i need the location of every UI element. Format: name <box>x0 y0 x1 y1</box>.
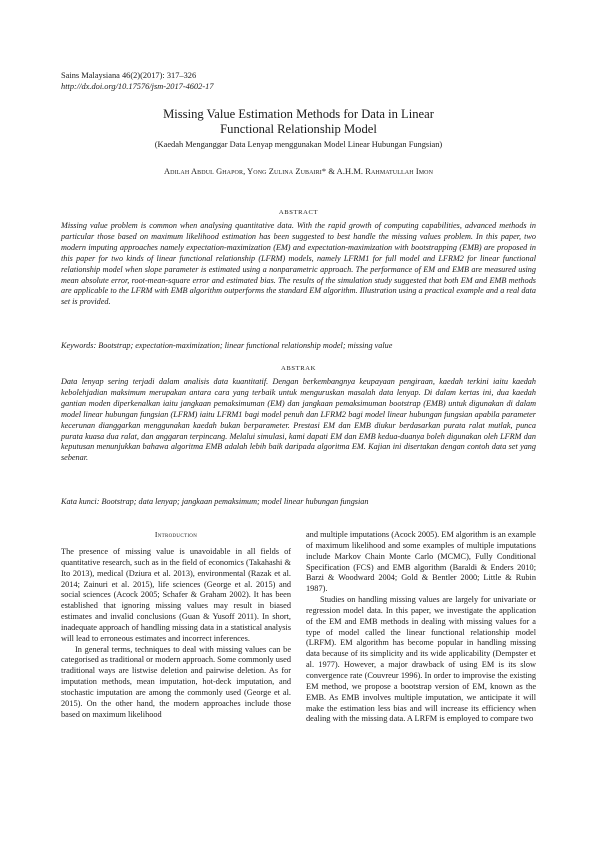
abstract-heading: ABSTRACT <box>278 209 319 216</box>
body-column-right <box>306 530 536 725</box>
title-line-2: Functional Relationship Model <box>220 122 377 136</box>
body-paragraph: In general terms, techniques to deal with missing values can be categorised as traditional or modern approach. Some commonly used traditional ways are listwise deletion and pairwise deletion. As for imputation methods, mean imputation, hot-deck imputation, and stochastic imputation are among the commonly used (George et al. 2015). On the other hand, the modern approaches include those based on maximum likelihood <box>61 644 291 719</box>
paper-subtitle: (Kaedah Menganggar Data Lenyap menggunakan Model Linear Hubungan Fungsian) <box>154 140 443 149</box>
body-column-left <box>61 530 291 721</box>
doi-link[interactable]: http://dx.doi.org/10.17576/jsm-2017-4602-17 <box>61 82 214 91</box>
body-paragraph: and multiple imputations (Acock 2005). EM algorithm is an example of maximum likelihood and some examples of multiple imputations include Markov Chain Monte Carlo (MCMC), Fully Conditional Specification (FCS) and EMB algorithm (Baraldi & Enders 2010; Barzi & Woodward 2004; Gold & Bentler 2000; Little & Rubin 1987). <box>306 530 536 594</box>
journal-header <box>61 70 214 92</box>
journal-citation: Sains Malaysiana 46(2)(2017): 317–326 <box>61 71 197 80</box>
title-line-1: Missing Value Estimation Methods for Data in Linear <box>163 107 434 121</box>
abstrak-heading: ABSTRAK <box>281 365 316 372</box>
body-paragraph: The presence of missing value is unavoidable in all fields of quantitative research, such as in the field of economics (Takahashi & Ito 2013), medical (Dziura et al. 2013), environmental (Razak et al. 2014; Zainuri et al. 2015), life sciences (George et al. 2015) and social sciences (Acock 2005; Schafer & Graham 2002). It has been established that ignoring missing values may result in biased estimates and invalid conclusions (Guan & Yusoff 2011). In short, inadequate approach of handling missing data in a statistical analysis will lead to erroneous estimates and incorrect inferences. <box>61 547 291 643</box>
abstract-keywords: Keywords: Bootstrap; expectation-maximization; linear functional relationship model; missing value <box>61 341 393 350</box>
introduction-heading: Introduction <box>154 530 198 539</box>
abstract-text: Missing value problem is common when analysing quantitative data. With the rapid growth of computing capabilities, advanced methods in particular those based on maximum likelihood estimation has been suggested to best handle the missing values problem. In this paper, two modern imputing approaches namely expectation-maximization (EM) and expectation-maximization with bootstrapping (EMB) are proposed in this paper for two kinds of linear functional relationship (LFRM) models, namely LFRM1 for full model and LFRM2 for linear functional relationship model when slope parameter is estimated using a nonparametric approach. The performance of EM and EMB are measured using mean absolute error, root-mean-square error and estimated bias. The results of the simulation study suggested that both EM and EMB methods are applicable to the LFRM with EMB algorithm outperforms the standard EM algorithm. Illustration using a practical example and a real data set is provided. <box>61 221 536 307</box>
body-paragraph: Studies on handling missing values are largely for univariate or regression model data. In this paper, we investigate the application of the EM and EMB methods in dealing with missing values for a type of model called the linear functional relationship model (LRFM). EM algorithm has become popular in handling missing data because of its simplicity and its wide applicability (Dempster et al. 1977). However, a major drawback of using EM is its slow convergence rate (Couvreur 1996). In order to improvise the existing EM method, we propose a bootstrap version of EM, known as the EMB. As EMB involves multiple imputation, we anticipate it will make the estimation less bias and will increase its efficiency when dealing with the missing data. A LRFM is employed to compare two <box>306 595 536 724</box>
paper-title <box>61 107 536 137</box>
abstrak-keywords: Kata kunci: Bootstrap; data lenyap; jangkaan pemaksimum; model linear hubungan fungsian <box>61 497 369 506</box>
abstrak-text: Data lenyap sering terjadi dalam analisis data kuantitatif. Dengan berkembangnya keupayaan pengiraan, kaedah terkini iaitu kaedah kebolehjadian maksimum merupakan antara cara yang terbaik untuk menguruskan masalah data lenyap. Di dalam kertas ini, dua kaedah gantian moden diperkenalkan iaitu jangkaan pemaksimuman (EM) dan jangkaan pemaksimuman bootstrap (EMB) untuk digunakan di dalam model linear hubungan fungsian (LFRM) iaitu LFRM1 bagi model penuh dan LFRM2 bagi model linear hubungan fungsian apabila parameter kecerunan dianggarkan menggunakan kaedah bukan berparameter. Prestasi EM dan EMB diukur berdasarkan purata ralat mutlak, punca purata kuasa dua ralat, dan anggaran terpincang. Melalui simulasi, kami dapati EM dan EMB kedua-duanya boleh digunakan oleh LFRM dan keputusan menunjukkan bahawa algoritma EMB adalah lebih baik daripada algoritma EM. Kajian ini disertakan dengan contoh data set yang sebenar. <box>61 377 536 463</box>
author-list: Adilah Abdul Ghapor, Yong Zulina Zubairi* & A.H.M. Rahmatullah Imon <box>163 167 434 176</box>
